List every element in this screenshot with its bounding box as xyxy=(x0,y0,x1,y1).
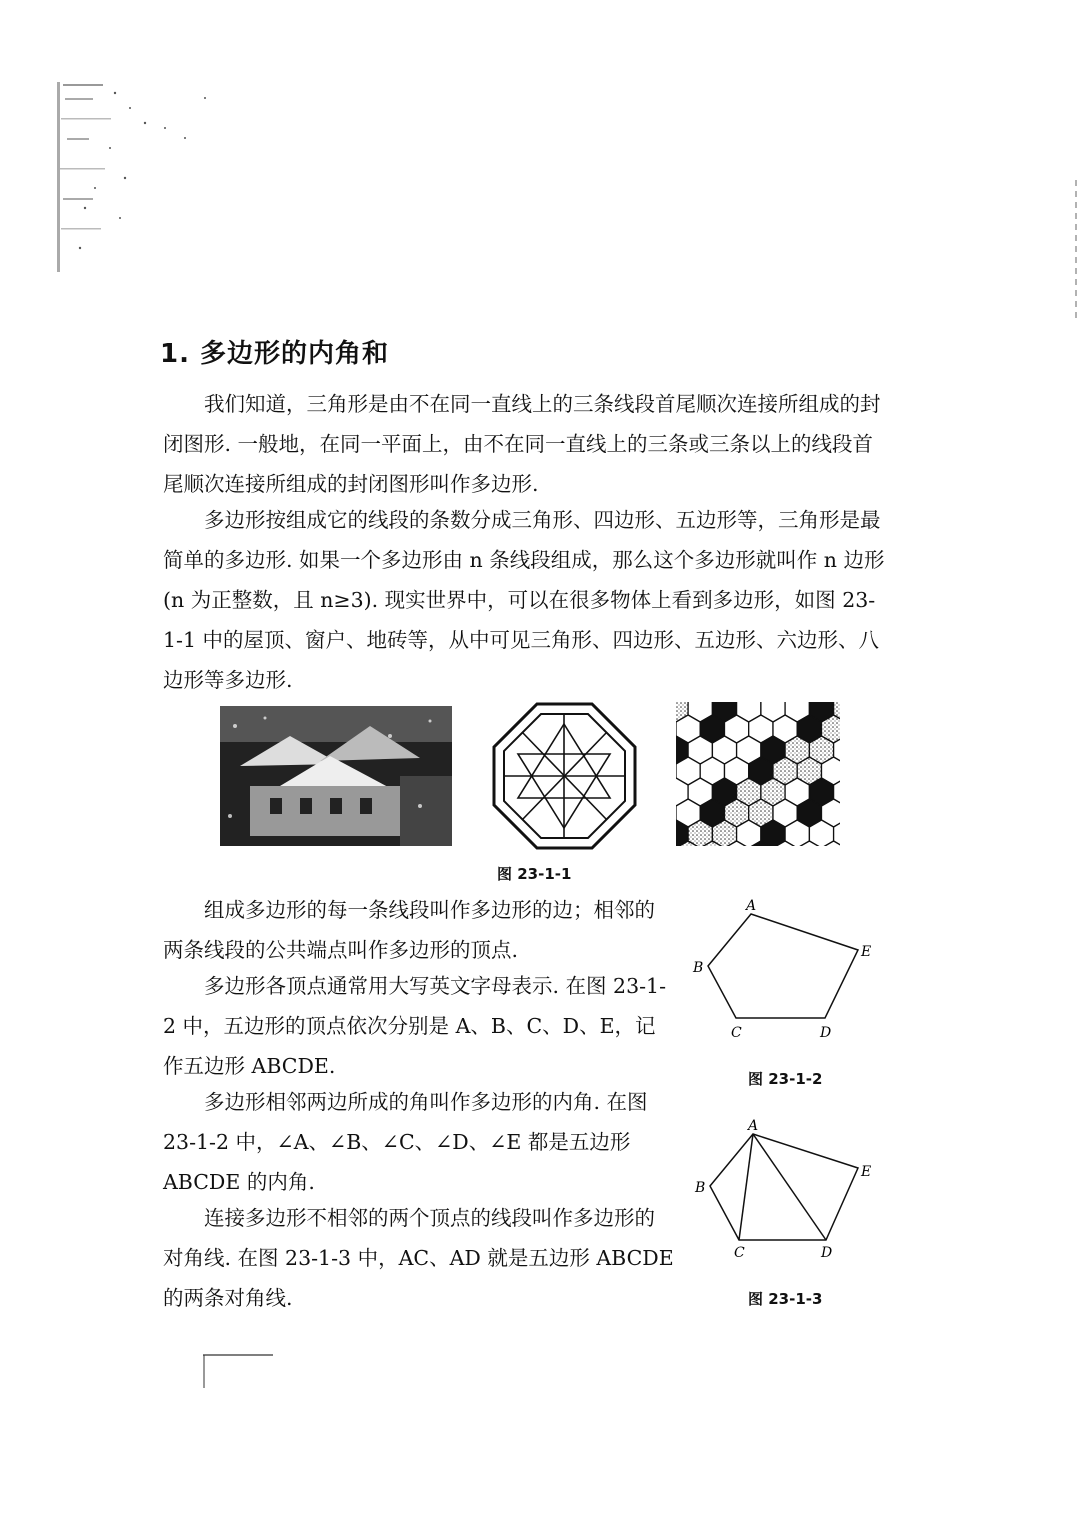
vertex-label-c: C xyxy=(734,1245,745,1261)
paragraph-vertex-notation: 多边形各顶点通常用大写英文字母表示. 在图 23-1-2 中，五边形的顶点依次分别是 A、B、C、D、E，记作五边形 ABCDE. xyxy=(163,974,667,1078)
scan-noise xyxy=(55,78,215,278)
octagon-window-illustration xyxy=(492,702,637,850)
diagonal-ad xyxy=(753,1134,826,1240)
building-roof-photo xyxy=(220,706,452,846)
figure-23-1-3-pentagon-diagonals xyxy=(690,1112,890,1272)
vertex-label-b: B xyxy=(693,960,704,976)
paragraph-interior-angles: 多边形相邻两边所成的角叫作多边形的内角. 在图 23-1-2 中，∠A、∠B、∠C、∠D、∠E 都是五边形 ABCDE 的内角. xyxy=(163,1090,648,1194)
paragraph-polygon-classification: 多边形按组成它的线段的条数分成三角形、四边形、五边形等，三角形是最简单的多边形. 如果一个多边形由 n 条线段组成，那么这个多边形就叫作 n 边形(n 为正整数，且 n≥3). 现实世界中，可以在很多物体上看到多边形，如图 23-1-1 中的屋顶、窗户、地砖等，从中可见三角形、四边形、五边形、六边形、八边形等多边形. xyxy=(163,508,885,692)
figure-23-1-2-pentagon xyxy=(690,892,890,1052)
hexagon-floor-tiles-illustration xyxy=(676,702,840,846)
paragraph-polygon-definition: 我们知道，三角形是由不在同一直线上的三条线段首尾顺次连接所组成的封闭图形. 一般地，在同一平面上，由不在同一直线上的三条或三条以上的线段首尾顺次连接所组成的封闭图形叫作多边形. xyxy=(163,392,881,496)
diagonal-ac xyxy=(739,1134,753,1240)
figure-23-1-1-caption: 图 23-1-1 xyxy=(497,865,572,883)
vertex-label-e: E xyxy=(861,1164,872,1180)
section-title: 1. 多边形的内角和 xyxy=(160,339,390,369)
figure-23-1-3-caption: 图 23-1-3 xyxy=(748,1290,823,1308)
vertex-label-b: B xyxy=(695,1180,706,1196)
vertex-label-c: C xyxy=(731,1025,742,1041)
vertex-label-a: A xyxy=(748,1118,759,1134)
footnote-rule xyxy=(203,1352,283,1392)
figure-23-1-2-caption: 图 23-1-2 xyxy=(748,1070,823,1088)
vertex-label-a: A xyxy=(746,898,757,914)
right-edge-marks xyxy=(1072,180,1080,330)
vertex-label-d: D xyxy=(821,1245,833,1261)
paragraph-diagonals: 连接多边形不相邻的两个顶点的线段叫作多边形的对角线. 在图 23-1-3 中，AC、AD 就是五边形 ABCDE 的两条对角线. xyxy=(163,1206,674,1310)
vertex-label-d: D xyxy=(820,1025,832,1041)
vertex-label-e: E xyxy=(861,944,872,960)
figure-23-1-1 xyxy=(220,706,840,851)
paragraph-sides-vertices: 组成多边形的每一条线段叫作多边形的边；相邻的两条线段的公共端点叫作多边形的顶点. xyxy=(163,898,655,962)
